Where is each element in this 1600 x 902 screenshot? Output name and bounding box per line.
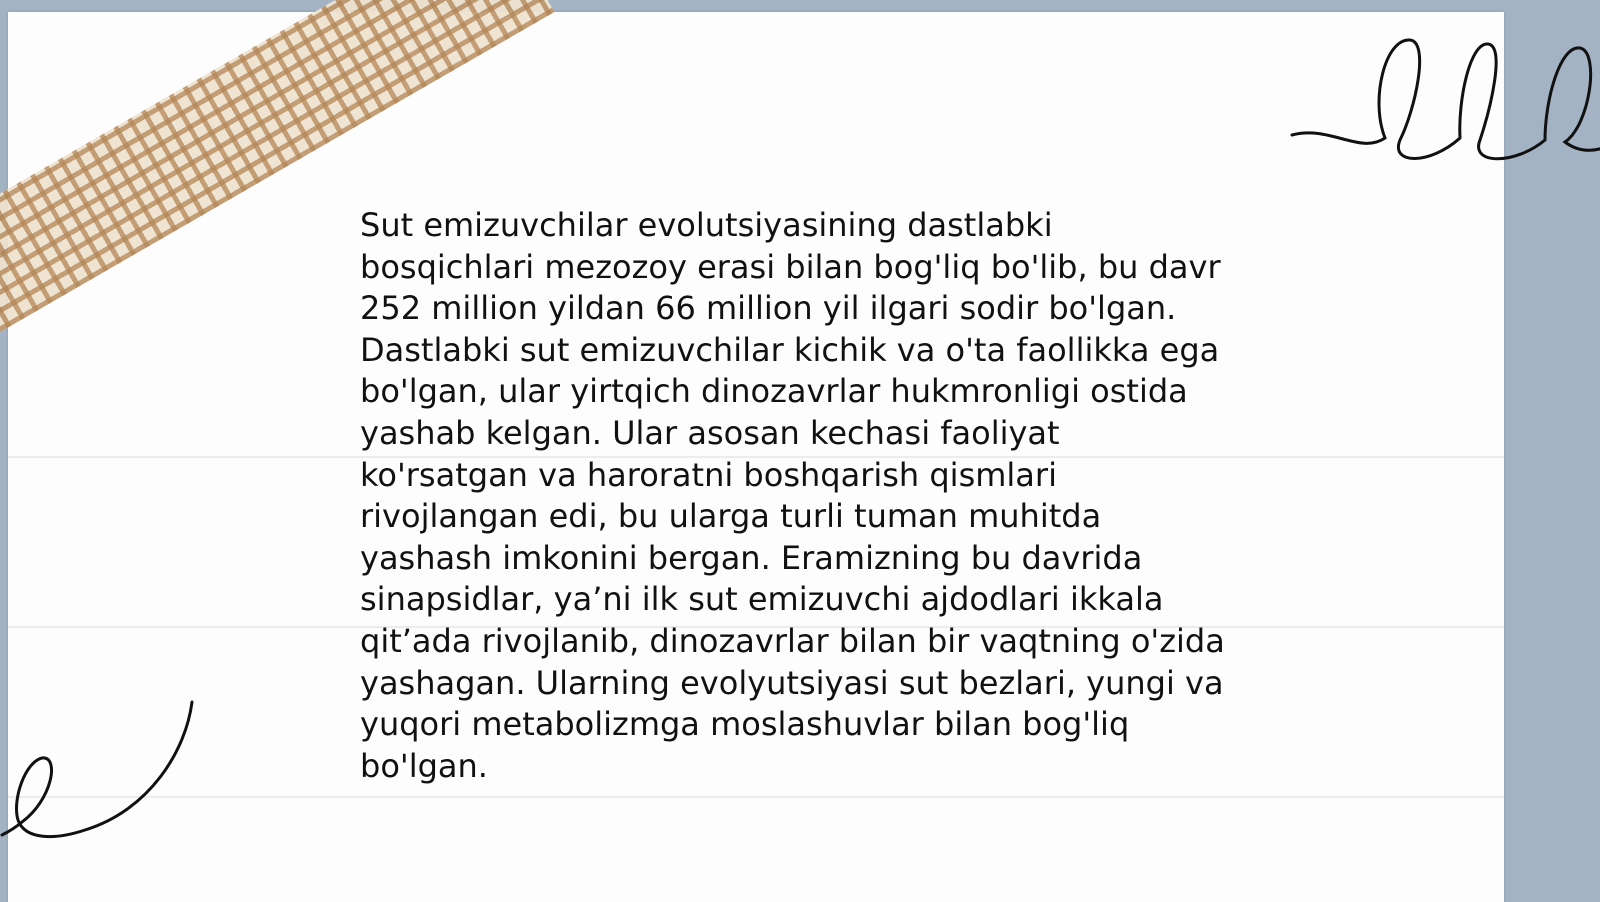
text-line: yashagan. Ularning evolyutsiyasi sut bezlari, yungi va — [360, 663, 1224, 702]
body-paragraph — [360, 205, 1250, 787]
text-line: bo'lgan, ular yirtqich dinozavrlar hukmronligi ostida — [360, 372, 1188, 411]
text-line: bo'lgan. — [360, 746, 488, 785]
ruled-line — [8, 796, 1504, 798]
text-line: rivojlangan edi, bu ularga turli tuman muhitda — [360, 497, 1102, 536]
text-line: sinapsidlar, ya’ni ilk sut emizuvchi ajdodlari ikkala — [360, 580, 1164, 619]
text-line: ko'rsatgan va haroratni boshqarish qismlari — [360, 455, 1057, 494]
text-line: bosqichlari mezozoy erasi bilan bog'liq bo'lib, bu davr — [360, 247, 1221, 286]
text-line: yashab kelgan. Ular asosan kechasi faoliyat — [360, 413, 1060, 452]
text-line: qit’ada rivojlanib, dinozavrlar bilan bir vaqtning o'zida — [360, 621, 1225, 660]
loop-scribble-icon — [1290, 30, 1600, 170]
text-line: yashash imkonini bergan. Eramizning bu davrida — [360, 538, 1143, 577]
text-line: Sut emizuvchilar evolutsiyasining dastlabki — [360, 206, 1053, 244]
text-line: 252 million yildan 66 million yil ilgari sodir bo'lgan. — [360, 289, 1177, 328]
text-line: yuqori metabolizmga moslashuvlar bilan bog'liq — [360, 705, 1130, 744]
text-line: Dastlabki sut emizuvchilar kichik va o'ta faollikka ega — [360, 330, 1220, 369]
swoosh-scribble-icon — [0, 700, 200, 850]
